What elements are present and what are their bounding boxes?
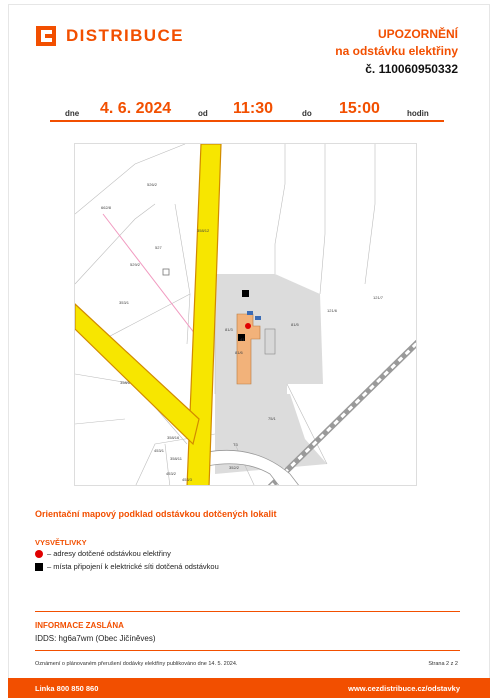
hours-label: hodin [407,109,429,118]
parcel-label: 352/2 [229,465,240,470]
parcel-label: T3 [233,442,238,447]
parcel-label: 353/1 [119,300,130,305]
hotline-text: Linka 800 850 860 [35,684,99,693]
neighbor-building [265,329,275,354]
red-dot-icon [35,550,43,558]
legend-title: VYSVĚTLIVKY [35,538,87,547]
notice-subtitle: na odstávku elektřiny [335,44,458,58]
parcel-label: 453/1 [154,448,165,453]
map-svg [75,144,417,486]
page-number: Strana 2 z 2 [428,661,458,667]
notice-number: č. 110060950332 [365,62,458,76]
parcel-label: 662/8 [101,205,112,210]
from-time: 11:30 [233,100,274,117]
brand-name: DISTRIBUCE [66,26,184,45]
parcel-label: 453/3 [182,477,193,482]
legend-item-address [35,549,171,558]
parcel-label: 358/12 [197,228,210,233]
info-title: INFORMACE ZASLÁNA [35,621,124,630]
parcel-label: 81/3 [225,327,233,332]
outage-date: 4. 6. 2024 [100,100,172,117]
black-square-icon [35,563,43,571]
affected-address-dot [245,323,251,329]
cez-logo-icon [36,26,56,46]
to-label: do [302,109,312,118]
notice-header [335,26,458,78]
notice-title: UPOZORNĚNÍ [377,27,458,41]
connection-point-square [242,290,249,297]
parcel-label: 358/1 [120,380,131,385]
divider [35,611,460,612]
schedule-row [50,98,444,122]
parcel-label: 526/2 [147,182,158,187]
parcel-label: 358/11 [170,456,182,461]
from-label: od [198,109,208,118]
parcel-label: 81/6 [235,350,243,355]
divider [35,650,460,651]
cadastral-boundary-line [103,214,197,344]
parcel-label: 529/2 [130,262,141,267]
parcel-label: 41 [240,337,245,342]
map-caption: Orientační mapový podklad odstávkou dotčených lokalit [35,509,277,519]
info-text: IDDS: hg6a7wm (Obec Jičíněves) [35,634,156,643]
legend-item-connection [35,562,219,571]
parcel-label: 453/2 [166,471,177,476]
parcel-label: 81/5 [291,322,299,327]
to-time: 15:00 [339,100,380,117]
diagonal-road [75,304,199,444]
parcel-label: 121/6 [327,308,338,313]
legend-text: – místa připojení k elektrické síti dotčená odstávkou [47,562,219,571]
blue-marker-b [255,316,261,320]
footer-bar [8,678,490,698]
brand-logo [36,26,184,46]
website-link[interactable]: www.cezdistribuce.cz/odstavky [348,684,460,693]
date-label: dne [65,109,80,118]
parcel-label: 75/1 [268,416,276,421]
outage-map [74,143,417,486]
parcel-label: 358/16 [167,435,180,440]
parcel-label: 121/7 [373,295,384,300]
legend-text: – adresy dotčené odstávkou elektřiny [47,549,171,558]
parcel-label: 527 [155,245,162,250]
published-note: Oznámení o plánovaném přerušení dodávky elektřiny publikováno dne 14. 5. 2024. [35,661,238,667]
blue-marker-a [247,311,253,315]
map-symbol [163,269,169,275]
